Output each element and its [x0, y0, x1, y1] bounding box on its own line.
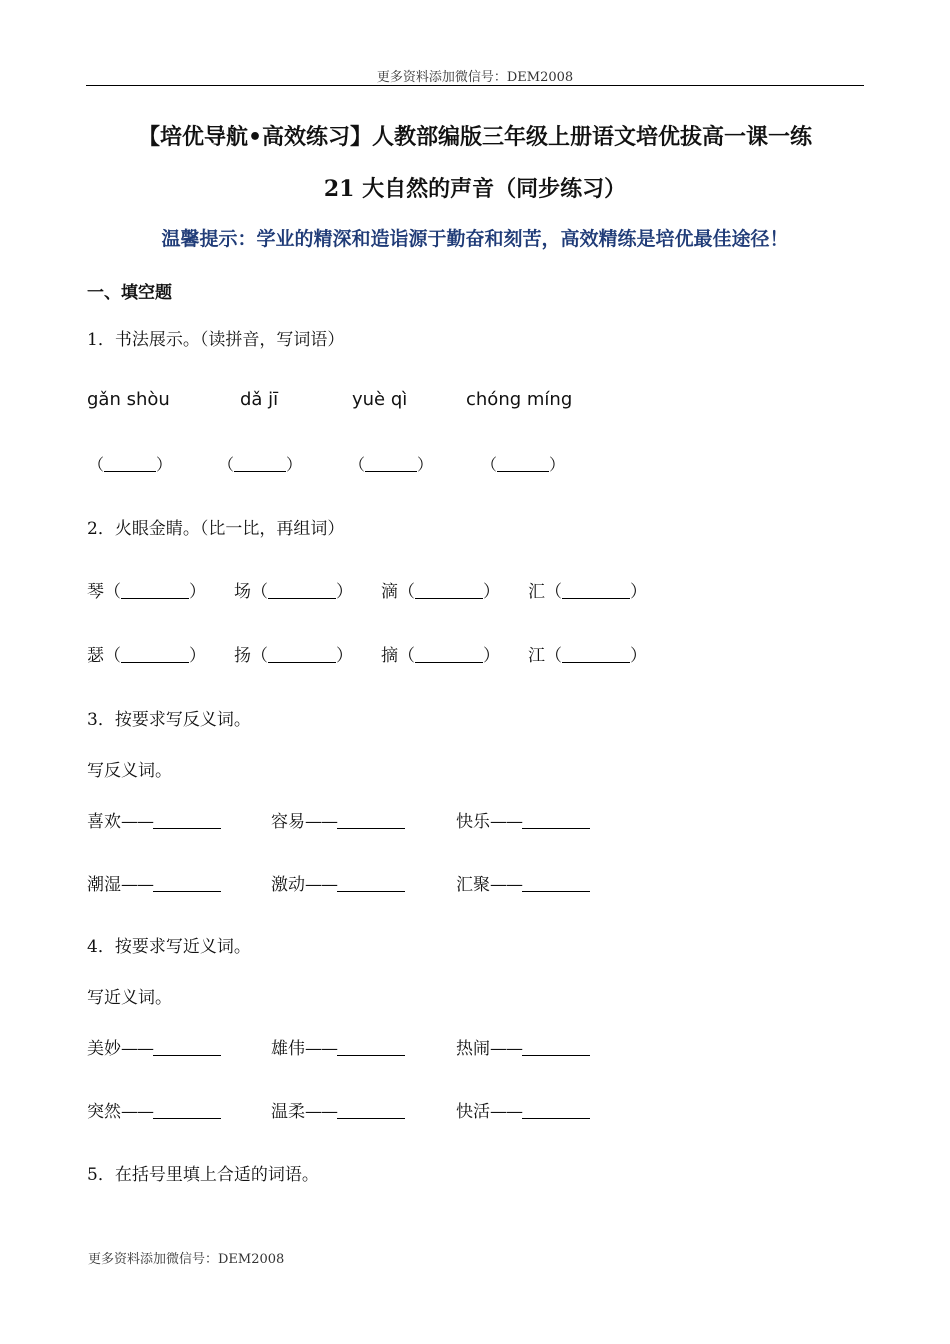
answer-blank-3[interactable]: （ ） [349, 455, 434, 474]
compare-item[interactable]: 琴（ ） [87, 582, 206, 602]
compare-item[interactable]: 场（ ） [234, 582, 353, 602]
question-2-label: 2．火眼金睛。（比一比，再组词） [87, 519, 345, 539]
synonym-item[interactable]: 快活—— [456, 1097, 590, 1122]
answer-blank-4[interactable]: （ ） [481, 455, 566, 474]
compare-item[interactable]: 滴（ ） [381, 582, 500, 602]
antonym-item[interactable]: 喜欢—— [87, 807, 221, 832]
antonym-item[interactable]: 激动—— [271, 870, 405, 895]
synonym-item[interactable]: 突然—— [87, 1097, 221, 1122]
synonym-item[interactable]: 温柔—— [271, 1097, 405, 1122]
question-4-label: 4．按要求写近义词。 [87, 937, 251, 957]
page-header: 更多资料添加微信号：DEM2008 [376, 70, 574, 85]
antonym-item[interactable]: 潮湿—— [87, 870, 221, 895]
synonym-item[interactable]: 热闹—— [456, 1034, 590, 1059]
answer-blank-1[interactable]: （ ） [88, 455, 173, 474]
question-3-sub: 写反义词。 [87, 761, 172, 781]
compare-item[interactable]: 瑟（ ） [87, 646, 206, 666]
compare-item[interactable]: 汇（ ） [528, 582, 647, 602]
pinyin-1: gǎn shòu [87, 389, 170, 410]
question-5-label: 5．在括号里填上合适的词语。 [87, 1165, 319, 1185]
page-footer: 更多资料添加微信号：DEM2008 [88, 1252, 285, 1267]
question-1-label: 1．书法展示。（读拼音，写词语） [87, 330, 345, 350]
compare-item[interactable]: 江（ ） [528, 646, 647, 666]
compare-item[interactable]: 扬（ ） [234, 646, 353, 666]
antonym-item[interactable]: 容易—— [271, 807, 405, 832]
synonym-item[interactable]: 美妙—— [87, 1034, 221, 1059]
question-4-sub: 写近义词。 [87, 988, 172, 1008]
section-heading: 一、填空题 [87, 283, 172, 303]
pinyin-3: yuè qì [352, 389, 408, 410]
question-3-label: 3．按要求写反义词。 [87, 710, 251, 730]
compare-item[interactable]: 摘（ ） [381, 646, 500, 666]
synonym-item[interactable]: 雄伟—— [271, 1034, 405, 1059]
answer-blank-2[interactable]: （ ） [218, 455, 303, 474]
antonym-item[interactable]: 汇聚—— [456, 870, 590, 895]
pinyin-4: chóng míng [466, 389, 573, 410]
document-title: 【培优导航•高效练习】人教部编版三年级上册语文培优拔高一课一练 [137, 125, 813, 150]
document-subtitle: 21 大自然的声音（同步练习） [323, 176, 627, 202]
tip-text: 温馨提示：学业的精深和造诣源于勤奋和刻苦，高效精练是培优最佳途径！ [161, 228, 789, 250]
pinyin-2: dǎ jī [240, 389, 279, 410]
header-divider [86, 85, 864, 86]
antonym-item[interactable]: 快乐—— [456, 807, 590, 832]
